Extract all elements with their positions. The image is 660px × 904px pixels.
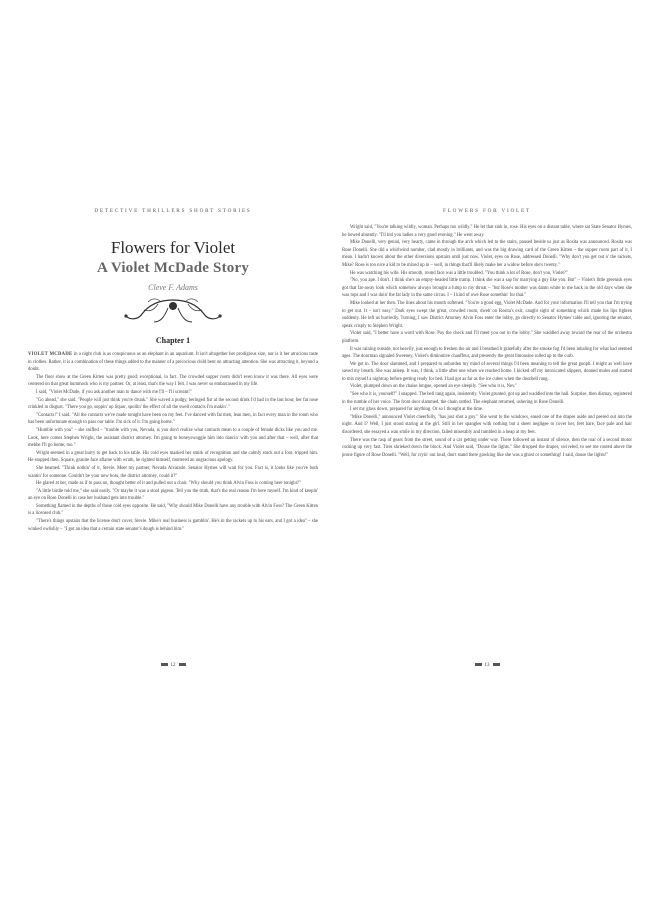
lead-in: VIOLET MCDADE [28, 352, 73, 357]
chapter-heading: Chapter 1 [155, 336, 191, 345]
left-page [28, 208, 318, 668]
right-page [342, 208, 632, 668]
paragraph: "Humble with you" – she sniffed – "trouble with you, Nevada, is you don't realize what contacts mean to a couple of female dicks like you and me. Look, here comes Stephen Wright, the assistant district attorney. I'm going to honeyswoggle him into dancin' with you and after that – well, after that mebbe I'll go home, too." [28, 427, 318, 449]
paragraph: There was the rasp of gears from the street, sound of a car getting under way. There followed an instant of silence, then the roar of a second motor coming up very fast. Tires shrieked down the block. And Violet said, "Douse the lights." She dropped the drapes, swiveled, to see me rooted above the prone figure of Rose Donelli. "Well, for cryin' out loud, don't stand there gawking like she was a ghost or something! I said, douse the lights!" [342, 437, 632, 458]
right-running-head: FLOWERS FOR VIOLET [443, 208, 531, 214]
paragraph: "Mike Donelli," announced Violet cheerfully, "has just shot a guy." She went to the windows, eased one of the drapes aside and peered out into the night. And I? Well, I just stood staring at the girl. Still in her spangles with nothing but a sheer negligee to cover her, feet bare, face pale and hair disordered, she essayed a wan smile in my direction, failed miserably and tumbled in a heap at my feet. [342, 414, 632, 436]
paragraph: It was raining outside, not heavily, just enough to freshen the air and I breathed it gratefully after the smoke fog I'd been inhaling for what had seemed ages. The doorman signaled Sweeney, Violet's diminutive chauffeur, and presently the great limousine rolled up to the curb. [342, 346, 632, 360]
paragraph: Wright said, "You're talking wildly, woman. Perhaps too wildly." He let that sink in, rose. His eyes on a distant table, where sat State Senator Hymes, he bowed absently. "I'll bid you ladies a very good evening." He went away. [342, 225, 632, 238]
left-running-head: DETECTIVE THRILLERS SHORT STORIES [94, 208, 252, 214]
paragraph: Violet, plumped down on the chaise longue, opened an eye sleepily. "See who it is, Nev." [350, 384, 518, 390]
paragraph: "No, you ape. I don't. I think she's an empty-headed little tramp. I think she was a sap for marrying a guy like you. But" – Violet's little greenish eyes got that far-away look which somehow always brought a lump to my throat – "but Rose's mother was damn white to me back in the old days when she was tops and I was doin' the fat lady in the same circus. I – I kind of owe Rose somethin' for that." [342, 278, 632, 299]
paragraph: Wright seemed in a great hurry to get back to his table. His cold eyes masked her smirk of recognition and she calmly stuck out a foot, tripped him. He stopped then. Square, granite face aflame with wrath, he righted himself, muttered an ungracious apology. [28, 450, 318, 464]
paragraph: I said, "Violet McDade, if you ask another man to dance with me I'll – I'll scream!" [36, 389, 192, 395]
left-body-text [28, 351, 318, 533]
paragraph: "Go ahead," she said. "People will just think you're drunk." She waved a pudgy, beringed fist at the second drink I'd had in the last hour, her fat nose crinkled in disgust. "There you go, soppin' up liquor, spoilin' the effect of all the swell contacts I'm makin'." [28, 397, 318, 411]
paragraph: "Contacts!" I said. "All the contacts we've made tonight have been on my feet. I've danced with fat men, lean men, in fact every man in the room who has been unfortunate enough to pass our table. I'm sick of it. I'm going home." [28, 412, 318, 426]
paragraph: "There's things upstairs that the license don't cover, Stevie. Mike's real business is gamblin'. He's in the rackets up to his ears, and I got a idea" – she winked owlishly – "I got an idea that a certain state senator's dough is behind him." [28, 519, 318, 532]
left-page-number: 12 [28, 663, 318, 668]
story-author: Cleve F. Adams [148, 283, 198, 292]
story-title: Flowers for Violet [110, 238, 236, 257]
right-body-text [342, 224, 632, 459]
paragraph: "See who it is, yourself!" I snapped. The bell rang again, insistently. Violet grunted, got up and waddled into the hall. Surprise, then dismay, registered in the rumble of her voice. The front door slammed, the chain rattled. The elephant returned, ushering in Rose Donelli. [342, 392, 632, 405]
paragraph: Something flamed in the depths of those cold eyes opposite. He said, "Why should Mike Donelli have any trouble with Alvin Foss? The Green Kitten is a licensed club." [28, 503, 318, 517]
paragraph: He was watching his wife. His smooth, round face was a little troubled. "You think a lot of Rose, don't you, Violet?" [350, 270, 568, 276]
paragraph: Mike Donelli, very genial, very hearty, came in through the arch which led to the stairs, paused beside us just as Rosita was announced. Rosita was Rose Donelli. She did a whirlwind number, clad mostly in brilliants, and was the big drawing card of the Green Kitten – the supper room part of it, I mean. I hadn't known about the other diversions upstairs until just now. Violet, eyes on Rose, addressed Donelli. "Why don't you get out o' the rackets, Mike? Rose is too nice a kid to be mixed up in – well, in things that'll likely make her a widow before she's twenty." [342, 240, 632, 268]
story-subtitle: A Violet McDade Story [96, 260, 250, 276]
paragraph: Violet said, "I better have a word with Rose. Pay the check and I'll meet you out in the lobby." She waddled away toward the rear of the orchestra platform. [342, 331, 632, 344]
flourish-ornament-icon [118, 296, 228, 324]
paragraph: VIOLET MCDADE in a night club is as conspicuous as an elephant in an aquarium. It isn't altogether her prodigious size, nor is it her atrocious taste in clothes. Rather, it is a combination of these things added to the manner of a precocious child bent on attracting attention. She was attracting it, beyond a doubt. [28, 352, 318, 373]
paragraph: He glared at her, made as if to pass on, thought better of it and pulled out a chair. "Why should you think Alvin Foss is coming here tonight?" [36, 481, 301, 487]
paragraph: We got in. The door slammed, and I prepared to unburden my mind of several things I'd been meaning to tell the great goopb. I might as well have saved my breath. She was asleep. It was, I think, a little after one when we reached home. I kicked off my intoxicated slippers, donned mules and started to mix myself a nightcap before getting ready for bed. I had got as far as the ice cubes when the doorbell rang. [342, 361, 632, 382]
paragraph: "A little birdie told me," she said easily. "Or maybe it was a stool pigeon. Tell you the truth, that's the real reason I'm here myself. I'm kind of keepin' an eye on Rose Donelli in case her husband gets into trouble." [28, 488, 318, 502]
paragraph: Mike looked at her then. The lines about his mouth softened. "You're a good egg, Violet McDade. And for your information I'll tell you that I'm trying to get out. It – isn't easy." Dark eyes swept the great, crowded room, dwelt on Rosita's exit, caught sight of something which made his lips tighten suddenly. He left us hurriedly. Turning, I saw District Attorney Alvin Foss enter the lobby, go directly to Senator Hymes' table and, ignoring the senator, speak crisply to Stephen Wright. [342, 300, 632, 329]
paragraph: She beamed. "Think nothin' of it, Stevie. Meet my partner, Nevada Alvarado. Senator Hymes will wait for you. Fact is, it looks like you've both wantin' for someone. Couldn't be your new boss, the district attorney, could it?" [28, 465, 318, 479]
paragraph: The floor show at the Green Kitten was pretty good; exceptional, in fact. The crowded supper room didn't even know it was there. All eyes were centered on that great hummock who is my partner. Or, at least, that's the way I felt. I was never so embarrassed in my life. [28, 374, 318, 388]
paragraph: I set my glass down, prepared for anything. Or so I thought at the time. [350, 407, 484, 413]
right-page-number: 13 [342, 663, 632, 668]
